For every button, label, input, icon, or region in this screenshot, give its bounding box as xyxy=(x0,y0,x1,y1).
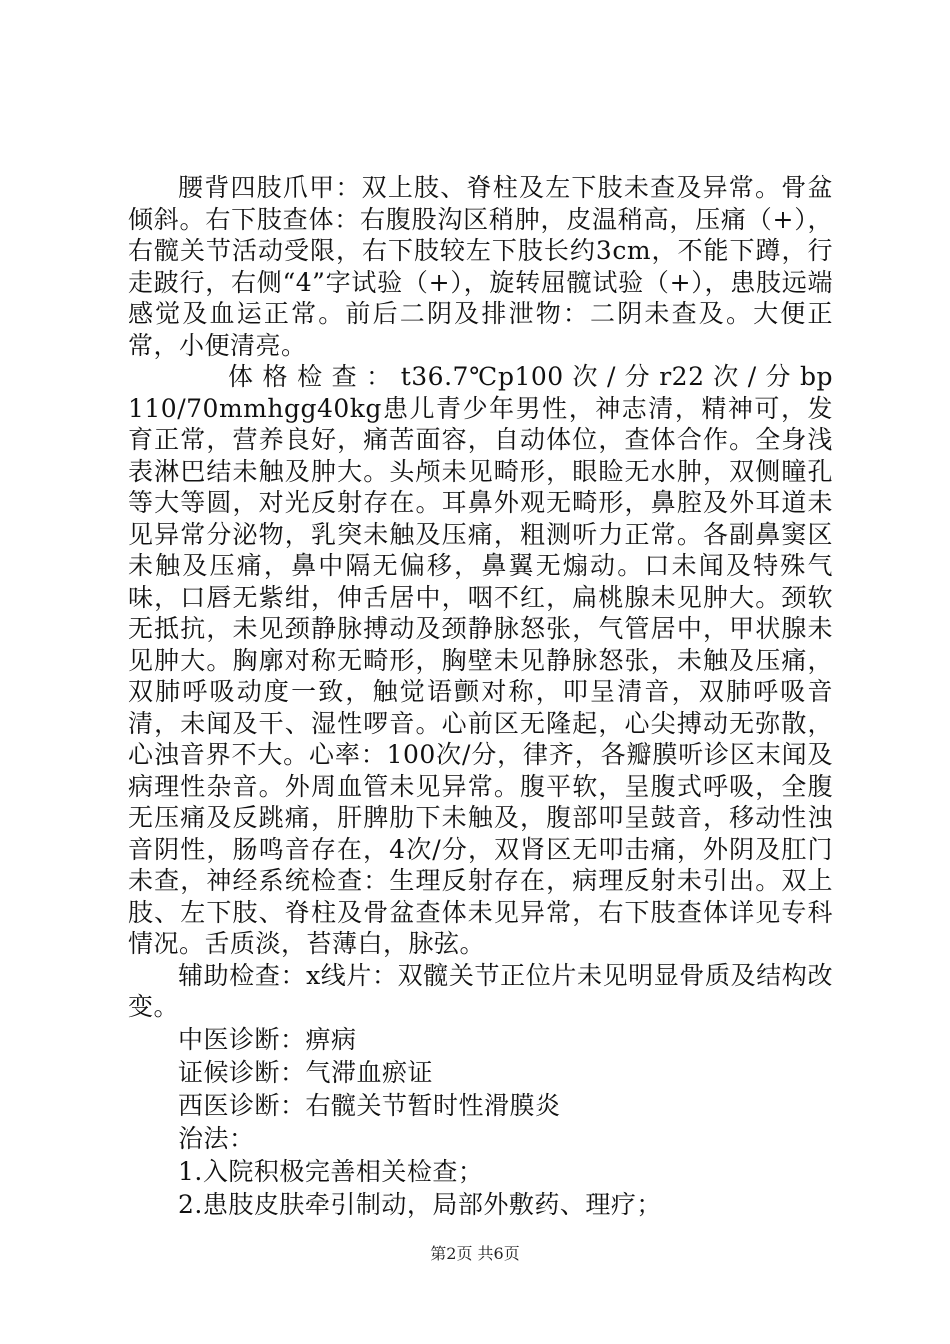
paragraph-physical-exam: 体 格 检 查 ： t36.7℃p100 次 / 分 r22 次 / 分 bp110/70mmhgg40kg患儿青少年男性，神志清，精神可，发育正常，营养良好，痛苦面容，自动体位，查体合作。全身浅表淋巴结未触及肿大。头颅未见畸形，眼睑无水肿，双侧瞳孔等大等圆，对光反射存在。耳鼻外观无畸形，鼻腔及外耳道未见异常分泌物，乳突未触及压痛，粗测听力正常。各副鼻窦区未触及压痛，鼻中隔无偏移，鼻翼无煽动。口未闻及特殊气味，口唇无紫绀，伸舌居中，咽不红，扁桃腺未见肿大。颈软无抵抗，未见颈静脉搏动及颈静脉怒张，气管居中，甲状腺未见肿大。胸廓对称无畸形，胸壁未见静脉怒张，未触及压痛，双肺呼吸动度一致，触觉语颤对称，叩呈清音，双肺呼吸音清，未闻及干、湿性啰音。心前区无隆起，心尖搏动无弥散，心浊音界不大。心率：100次/分，律齐，各瓣膜听诊区末闻及病理性杂音。外周血管未见异常。腹平软，呈腹式呼吸，全腹无压痛及反跳痛，肝脾肋下未触及，腹部叩呈鼓音，移动性浊音阴性，肠鸣音存在，4次/分，双肾区无叩击痛，外阴及肛门未查，神经系统检查：生理反射存在，病理反射未引出。双上肢、左下肢、脊柱及骨盆查体未见异常，右下肢查体详见专科情况。舌质淡，苔薄白，脉弦。 xyxy=(128,362,833,958)
treatment-item-1: 1.入院积极完善相关检查； xyxy=(178,1156,484,1186)
paragraph-limbs-exam: 腰背四肢爪甲：双上肢、脊柱及左下肢未查及异常。骨盆倾斜。右下肢查体：右腹股沟区稍肿，皮温稍高，压痛（+），右髋关节活动受限，右下肢较左下肢长约3cm，不能下蹲，行走跛行，右侧“4”字试验（+），旋转屈髋试验（+），患肢远端感觉及血运正常。前后二阴及排泄物：二阴未查及。大便正常，小便清亮。 xyxy=(128,173,833,360)
page-number: 第2页 共6页 xyxy=(430,1244,520,1263)
paragraph-auxiliary-exam: 辅助检查：x线片：双髋关节正位片未见明显骨质及结构改变。 xyxy=(128,960,833,1021)
treatment-heading: 治法： xyxy=(178,1123,255,1153)
page-footer xyxy=(0,1244,950,1264)
document-page xyxy=(128,172,833,1221)
western-diagnosis: 西医诊断：右髋关节暂时性滑膜炎 xyxy=(178,1090,561,1120)
tcm-diagnosis: 中医诊断：痹病 xyxy=(178,1024,357,1054)
syndrome-diagnosis: 证候诊断：气滞血瘀证 xyxy=(178,1057,434,1087)
treatment-item-2: 2.患肢皮肤牵引制动，局部外敷药、理疗； xyxy=(178,1189,662,1219)
